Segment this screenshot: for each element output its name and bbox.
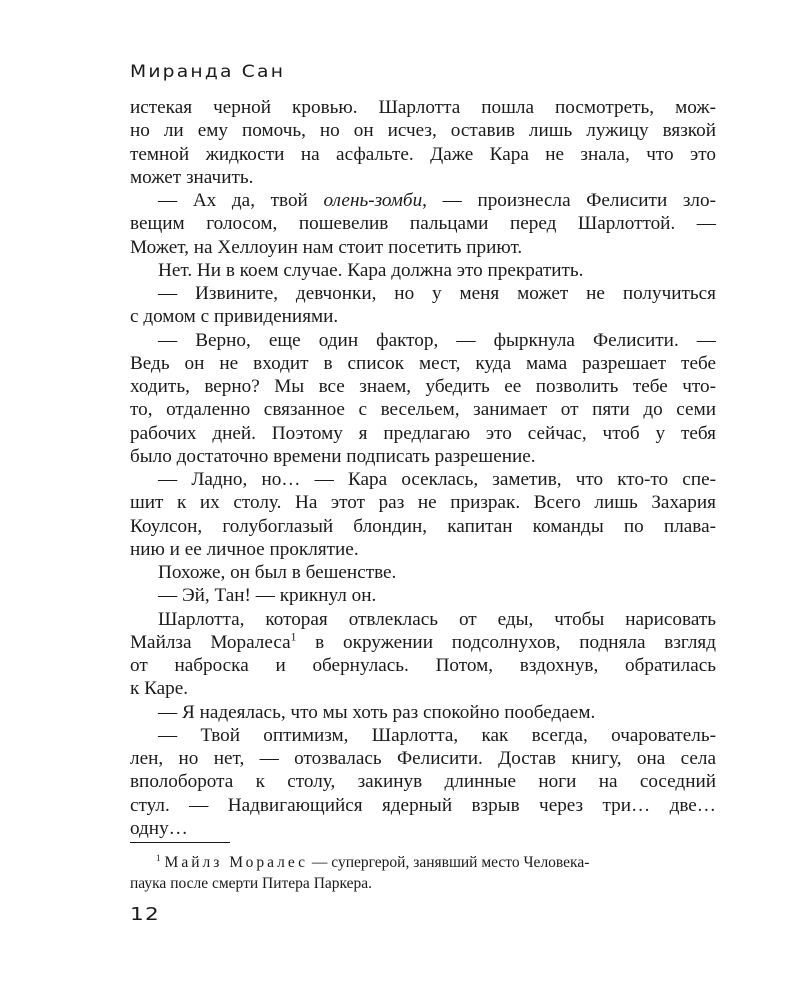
body-text: [130, 96, 716, 840]
text-line: Может, на Хеллоуин нам стоит посетить приют.: [130, 236, 523, 258]
text-line: — Я надеялась, что мы хоть раз спокойно пообедаем.: [158, 701, 596, 723]
text-line: Шарлотта, которая отвлеклась от еды, чтобы нарисовать: [158, 608, 716, 630]
text-line: Нет. Ни в коем случае. Кара должна это прекратить.: [158, 259, 584, 281]
text-line: — Ладно, но… — Кара осеклась, заметив, что кто-то спе-: [158, 469, 716, 490]
text-line: может значить.: [130, 166, 254, 188]
text-line: но ли ему помочь, но он исчез, оставив лишь лужицу вязкой: [130, 120, 716, 142]
footnote-separator: [130, 842, 230, 843]
text-line: вещим голосом, пошевелив пальцами перед Шарлоттой. —: [130, 213, 716, 235]
text-line: ходить, верно? Мы все знаем, убедить ее позволить тебе что-: [130, 376, 716, 397]
text-line: нию и ее личное проклятие.: [130, 538, 359, 560]
footnote: [130, 852, 716, 894]
text-line: с домом с привидениями.: [130, 306, 339, 328]
text-line: — Эй, Тан! — крикнул он.: [158, 585, 377, 607]
text-line: — Ах да, твой олень-зомби, — произнесла Фелисити зло-: [158, 190, 716, 211]
text-line: одну…: [130, 817, 188, 839]
footnote-number: 1: [156, 853, 161, 864]
running-head-author: Миранда Сан: [130, 62, 286, 82]
text-line: — Верно, еще один фактор, — фыркнула Фелисити. —: [158, 329, 716, 351]
text-line: было достаточно времени подписать разрешение.: [130, 445, 536, 467]
text-line: от наброска и обернулась. Потом, вздохнув, обратилась: [130, 655, 716, 676]
text-line: Ведь он не входит в список мест, куда мама разрешает тебе: [130, 352, 716, 374]
text-line: лен, но нет, — отозвалась Фелисити. Достав книгу, она села: [130, 748, 716, 769]
footnote-line: $^1$ Майлз Моралес — супергерой, занявший место Человека-: [156, 853, 590, 871]
footnote-term: Майлз Моралес: [164, 854, 309, 871]
text-line: истекая черной кровью. Шарлотта пошла посмотреть, мож-: [130, 97, 716, 118]
text-line: рабочих дней. Поэтому я предлагаю это сейчас, чтоб у тебя: [130, 422, 716, 444]
text-line: Майлза Моралеса$^1$ в окружении подсолнухов, подняла взгляд: [130, 631, 716, 653]
text-line: то, отдаленно связанное с весельем, занимает от пяти до семи: [130, 399, 716, 421]
emphasis: олень-зомби: [323, 190, 423, 211]
text-line: шит к их столу. На этот раз не призрак. Всего лишь Захария: [130, 492, 716, 514]
text-line: — Извините, девчонки, но у меня может не получиться: [158, 283, 716, 304]
text-line: — Твой оптимизм, Шарлотта, как всегда, очарователь-: [158, 724, 716, 746]
footnote-marker: 1: [290, 631, 297, 644]
text-line: Похоже, он был в бешенстве.: [158, 562, 397, 583]
footnote-line: паука после смерти Питера Паркера.: [130, 875, 373, 892]
text-line: Коулсон, голубоглазый блондин, капитан команды по плава-: [130, 515, 716, 537]
text-line: вполоборота к столу, закинув длинные ноги на соседний: [130, 771, 716, 793]
text-line: темной жидкости на асфальте. Даже Кара не знала, что это: [130, 143, 716, 165]
text-line: стул. — Надвигающийся ядерный взрыв через три… две…: [130, 794, 716, 816]
text-line: к Каре.: [130, 678, 189, 700]
page-number: 12: [130, 904, 160, 925]
